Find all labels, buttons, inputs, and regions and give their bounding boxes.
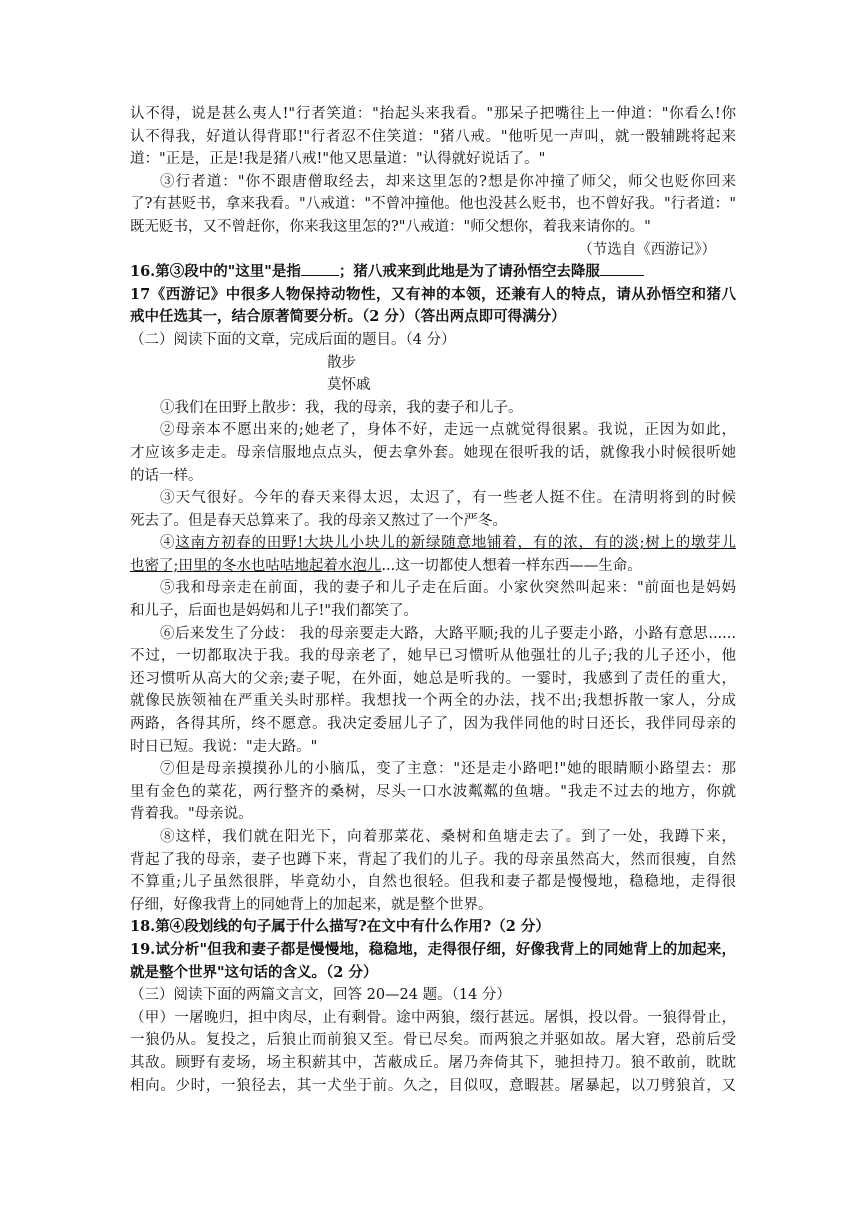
paragraph-number: ④ [160, 535, 176, 552]
essay-paragraph-6: 还习惯听从高大的父亲;妻子呢，在外面，她总是听我的。一霎时，我感到了责任的重大， [130, 670, 736, 687]
essay-paragraph-1: ①我们在田野上散步：我，我的母亲，我的妻子和儿子。 [160, 399, 523, 416]
essay-paragraph-8: 不算重;儿子虽然很胖，毕竟幼小，自然也很轻。但我和妻子都是慢慢地，稳稳地，走得很 [130, 874, 736, 891]
essay-paragraph-4 [130, 555, 736, 578]
essay-paragraph-7: ⑦但是母亲摸摸孙儿的小脑瓜，变了主意："还是走小路吧!"她的眼睛顺小路望去：那 [160, 761, 736, 778]
question-19: 就是整个世界"这句话的含义。（2 分） [130, 963, 378, 981]
essay-paragraph-8: ⑧这样，我们就在阳光下，向着那菜花、桑树和鱼塘走去了。到了一处，我蹲下来， [160, 829, 736, 845]
essay-paragraph-8: 仔细，好像我背上的同她背上的加起来，就是整个世界。 [130, 896, 493, 913]
section-3-heading: （三）阅读下面的两篇文言文，回答 20—24 题。（14 分） [130, 987, 511, 1004]
exam-text-block [130, 103, 736, 1097]
answer-blank[interactable] [301, 261, 339, 276]
question-16-text-2: ；猪八戒来到此地是为了请孙悟空去降服 [338, 263, 600, 281]
essay-paragraph-6: 时日已短。我说："走大路。" [130, 738, 318, 755]
essay-author: 莫怀戚 [327, 377, 371, 394]
essay-paragraph-3: ③天气很好。今年的春天来得太迟，太迟了，有一些老人挺不住。在清明将到的时候 [160, 490, 736, 507]
essay-paragraph-2: 才应该多走走。母亲信服地点点头，便去拿外套。她现在很听我的话，就像我小时候很听她 [130, 444, 736, 461]
essay-paragraph-4 [130, 532, 736, 555]
essay-paragraph-2: ②母亲本不愿出来的;她老了，身体不好，走远一点就觉得很累。我说，正因为如此， [160, 422, 736, 439]
story-paragraph-3: 了?有甚贬书，拿来我看。"八戒道："不曾冲撞他。他也没甚么贬书，也不曾好我。"行者道：" [130, 196, 736, 213]
essay-paragraph-6: 就像民族领袖在严重关头时那样。我想找一个两全的办法，找不出;我想拆散一家人，分成 [130, 693, 736, 710]
essay-paragraph-8: 背起了我的母亲，妻子也蹲下来，背起了我们的儿子。我的母亲虽然高大，然而很瘦，自然 [130, 851, 736, 868]
essay-paragraph-7: 里有金色的菜花，两行整齐的桑树，尽头一口水波粼粼的鱼塘。"我走不过去的地方，你就 [130, 783, 736, 800]
essay-paragraph-2: 的话一样。 [130, 467, 203, 484]
essay-title: 散步 [327, 354, 356, 371]
story-source: （节选自《西游记》） [578, 241, 716, 258]
question-16-text: 16.第③段中的"这里"是指 [130, 263, 301, 281]
question-17: 17《西游记》中很多人物保持动物性，又有神的本领，还兼有人的特点，请从孙悟空和猪八 [130, 285, 736, 303]
essay-paragraph-5: 和儿子，后面也是妈妈和儿子!"我们都笑了。 [130, 603, 418, 620]
question-19: 19.试分析"但我和妻子都是慢慢地，稳稳地，走得很仔细，好像我背上的同她背上的加起来， [130, 940, 736, 958]
classical-text-line: 其敌。顾野有麦场，场主积薪其中，苫蔽成丘。屠乃奔倚其下，驰担持刀。狼不敢前，眈眈 [130, 1054, 736, 1071]
underlined-sentence: 也密了;田里的冬水也咕咕地起着水泡儿 [130, 557, 382, 574]
answer-blank[interactable] [600, 261, 644, 276]
question-16 [130, 261, 736, 284]
essay-paragraph-7: 背着我。"母亲说。 [130, 806, 253, 823]
essay-paragraph-3: 死去了。但是春天总算来了。我的母亲又熬过了一个严冬。 [130, 512, 507, 529]
story-line: 认不得，说是甚么夷人!"行者笑道："抬起头来我看。"那呆子把嘴往上一伸道："你看么!你 [130, 106, 736, 122]
question-17: 戒中任选其一，结合原著简要分析。（2 分）（答出两点即可得满分） [130, 308, 566, 326]
classical-text-line: （甲）一屠晚归，担中肉尽，止有剩骨。途中两狼，缀行甚远。屠惧，投以骨。一狼得骨止， [130, 1009, 736, 1026]
section-2-heading: （二）阅读下面的文章，完成后面的题目。（4 分） [130, 331, 456, 348]
underlined-sentence: 这南方初春的田野!大块儿小块儿的新绿随意地铺着，有的浓，有的淡;树上的墩芽儿 [175, 535, 736, 552]
essay-paragraph-5: ⑤我和母亲走在前面，我的妻子和儿子走在后面。小家伙突然叫起来："前面也是妈妈 [160, 580, 736, 597]
essay-paragraph-6: 不过，一切都取决于我。我的母亲老了，她早已习惯听从他强壮的儿子;我的儿子还小，他 [130, 648, 736, 665]
classical-text-line: 一狼仍从。复投之，后狼止而前狼又至。骨已尽矣。而两狼之并驱如故。屠大窘，恐前后受 [130, 1032, 736, 1049]
story-line: 道："正是，正是!我是猪八戒!"他又思量道："认得就好说话了。" [130, 151, 546, 168]
paragraph-text: ...这一切都使人想着一样东西——生命。 [381, 557, 642, 574]
question-18: 18.第④段划线的句子属于什么描写?在文中有什么作用?（2 分） [130, 918, 550, 936]
story-line: 认不得我，好道认得背耶!"行者忍不住笑道："猪八戒。"他听见一声叫，就一骰辅跳将起来 [130, 128, 736, 145]
classical-text-line: 相向。少时，一狼径去，其一犬坐于前。久之，目似叹，意暇甚。屠暴起，以刀劈狼首，又 [130, 1077, 736, 1094]
essay-paragraph-6: 两路，各得其所，终不愿意。我决定委屈儿子了，因为我伴同他的时日还长，我伴同母亲的 [130, 716, 736, 733]
essay-paragraph-6: ⑥后来发生了分歧： 我的母亲要走大路，大路平顺;我的儿子要走小路，小路有意思...... [160, 625, 736, 642]
story-paragraph-3: ③行者道："你不跟唐僧取经去，却来这里怎的?想是你冲撞了师父，师父也贬你回来 [160, 173, 736, 190]
story-paragraph-3: 既无贬书，又不曾赶你，你来我这里怎的?"八戒道："师父想你，着我来请你的。" [130, 218, 651, 235]
